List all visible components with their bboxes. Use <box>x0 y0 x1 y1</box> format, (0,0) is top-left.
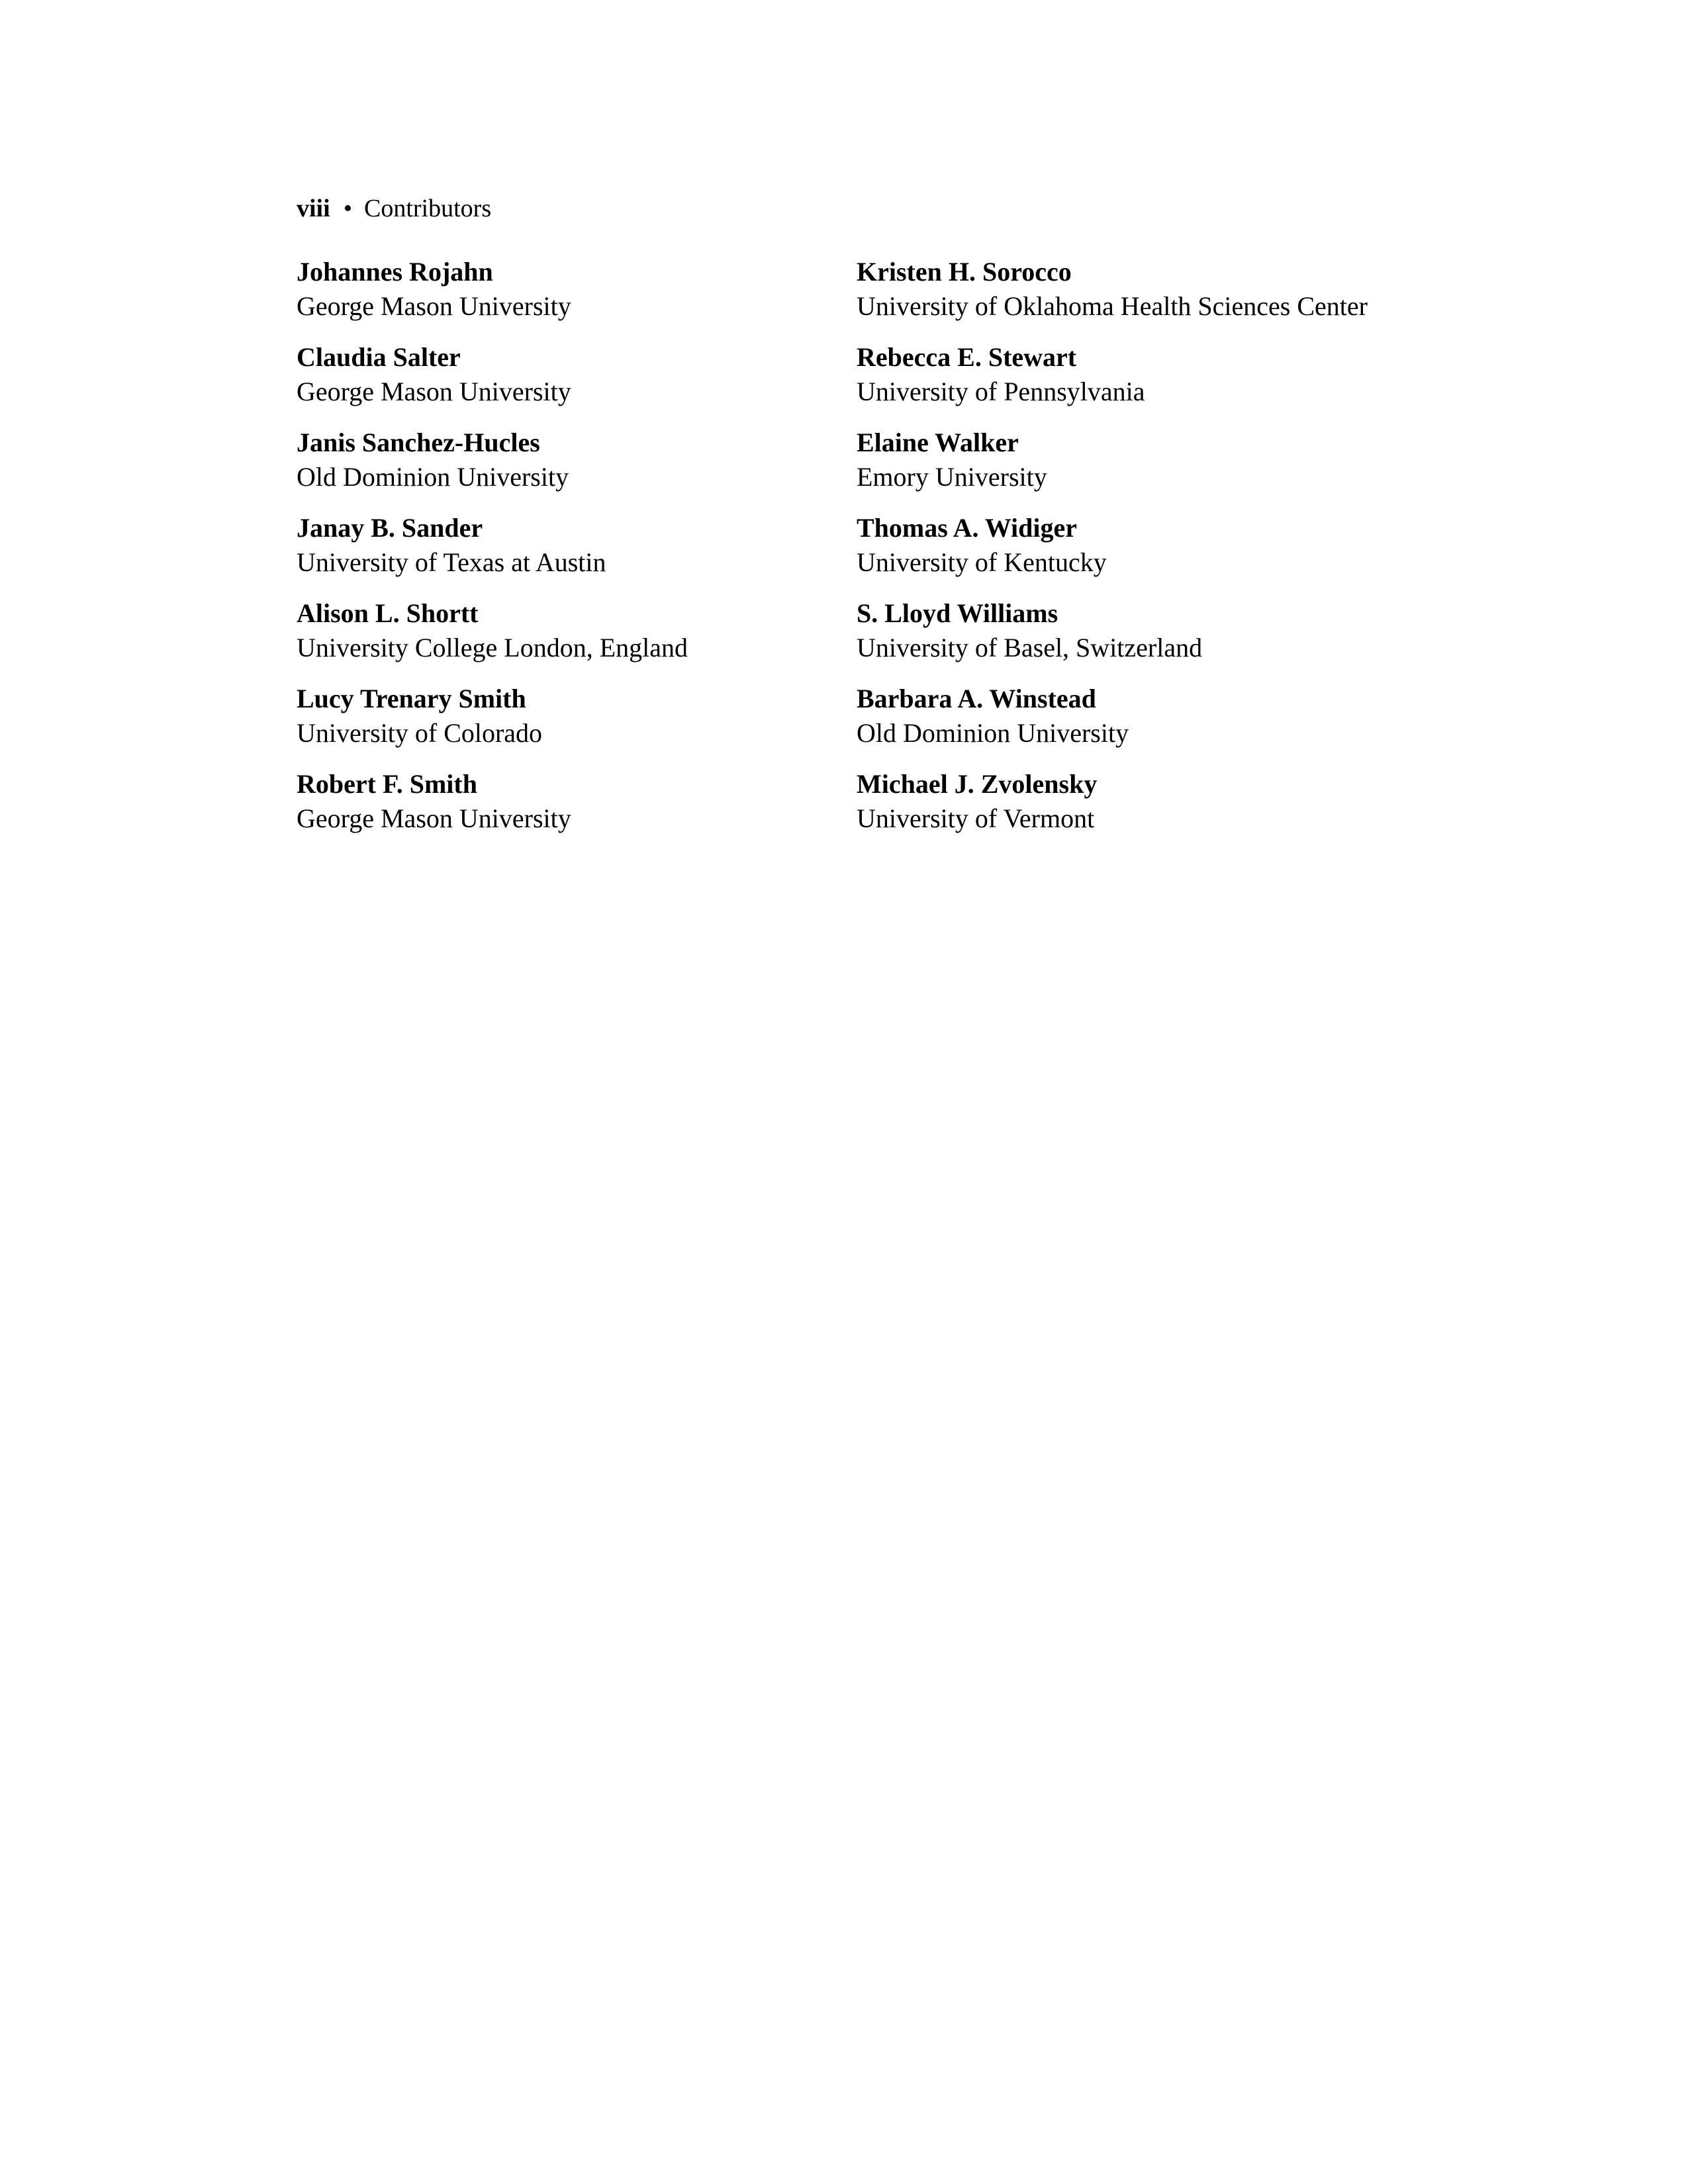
section-title: Contributors <box>364 195 492 222</box>
contributor-name: Janay B. Sander <box>297 513 483 543</box>
contributor-entry <box>297 340 866 426</box>
contributor-entry <box>297 511 866 596</box>
contributor-affiliation: George Mason University <box>297 377 571 406</box>
bullet-separator: • <box>343 195 352 222</box>
contributor-name: Claudia Salter <box>297 342 461 372</box>
contributor-affiliation: Old Dominion University <box>297 462 569 492</box>
contributor-affiliation: University of Colorado <box>297 718 543 748</box>
contributor-entry <box>857 255 1519 340</box>
contributor-affiliation: University of Texas at Austin <box>297 547 606 577</box>
contributor-affiliation: University of Vermont <box>857 803 1095 833</box>
contributor-entry <box>857 767 1519 852</box>
contributor-entry <box>297 682 866 767</box>
contributor-entry <box>857 426 1519 511</box>
contributor-name: Kristen H. Sorocco <box>857 257 1072 287</box>
contributor-name: Barbara A. Winstead <box>857 684 1096 713</box>
contributor-affiliation: University of Oklahoma Health Sciences Center <box>857 291 1368 321</box>
contributor-name: Robert F. Smith <box>297 769 477 799</box>
contributor-name: Rebecca E. Stewart <box>857 342 1077 372</box>
contributor-entry <box>857 340 1519 426</box>
contributor-affiliation: George Mason University <box>297 291 571 321</box>
contributor-name: Michael J. Zvolensky <box>857 769 1098 799</box>
contributor-entry <box>857 596 1519 682</box>
contributor-entry <box>297 255 866 340</box>
page-number: viii <box>297 195 330 222</box>
contributor-name: Elaine Walker <box>857 428 1019 457</box>
contributor-affiliation: George Mason University <box>297 803 571 833</box>
contributor-affiliation: Old Dominion University <box>857 718 1129 748</box>
running-head <box>297 189 491 228</box>
contributor-name: Janis Sanchez-Hucles <box>297 428 540 457</box>
contributor-entry <box>297 426 866 511</box>
contributor-entry <box>297 767 866 852</box>
contributor-affiliation: University College London, England <box>297 633 688 662</box>
contributors-right-column <box>857 255 1519 852</box>
contributor-affiliation: University of Basel, Switzerland <box>857 633 1203 662</box>
contributor-affiliation: University of Kentucky <box>857 547 1107 577</box>
contributor-entry <box>857 511 1519 596</box>
contributor-name: Alison L. Shortt <box>297 598 479 628</box>
contributor-affiliation: Emory University <box>857 462 1047 492</box>
contributor-name: Johannes Rojahn <box>297 257 493 287</box>
contributor-name: S. Lloyd Williams <box>857 598 1058 628</box>
contributor-name: Thomas A. Widiger <box>857 513 1078 543</box>
contributor-name: Lucy Trenary Smith <box>297 684 526 713</box>
contributor-entry <box>297 596 866 682</box>
contributors-left-column <box>297 255 866 852</box>
contributor-entry <box>857 682 1519 767</box>
contributor-affiliation: University of Pennsylvania <box>857 377 1145 406</box>
